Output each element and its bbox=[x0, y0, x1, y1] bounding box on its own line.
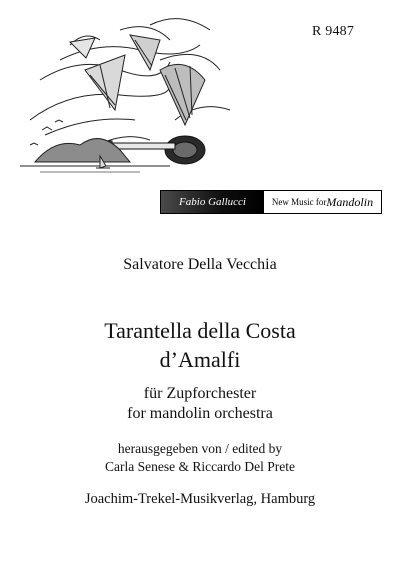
publisher: Joachim-Trekel-Musikverlag, Hamburg bbox=[84, 491, 316, 507]
series-banner bbox=[160, 190, 382, 214]
kite-sail-icon bbox=[160, 64, 205, 125]
kite-sail-icon bbox=[85, 35, 160, 110]
editors bbox=[0, 440, 400, 476]
editors-names: Carla Senese & Riccardo Del Prete bbox=[104, 459, 296, 474]
work-title bbox=[0, 316, 400, 374]
banner-editor-name: Fabio Gallucci bbox=[161, 191, 264, 213]
kite-sail-icon bbox=[70, 38, 95, 58]
catalog-number: R 9487 bbox=[312, 24, 355, 39]
instrumentation bbox=[0, 384, 400, 424]
bird-icon bbox=[30, 120, 63, 145]
instrumentation-de: für Zupforchester bbox=[143, 385, 257, 402]
banner-series-prefix: New Music for bbox=[271, 197, 327, 207]
banner-series-script: Mandolin bbox=[326, 194, 374, 209]
work-title-line-2: d’Amalfi bbox=[159, 347, 241, 372]
composer-name: Salvatore Della Vecchia bbox=[123, 256, 277, 273]
instrumentation-en: for mandolin orchestra bbox=[127, 405, 273, 422]
banner-series-title bbox=[264, 191, 381, 213]
cover-illustration bbox=[0, 0, 400, 210]
work-title-line-1: Tarantella della Costa bbox=[104, 318, 296, 343]
editors-label: herausgegeben von / edited by bbox=[117, 441, 283, 456]
